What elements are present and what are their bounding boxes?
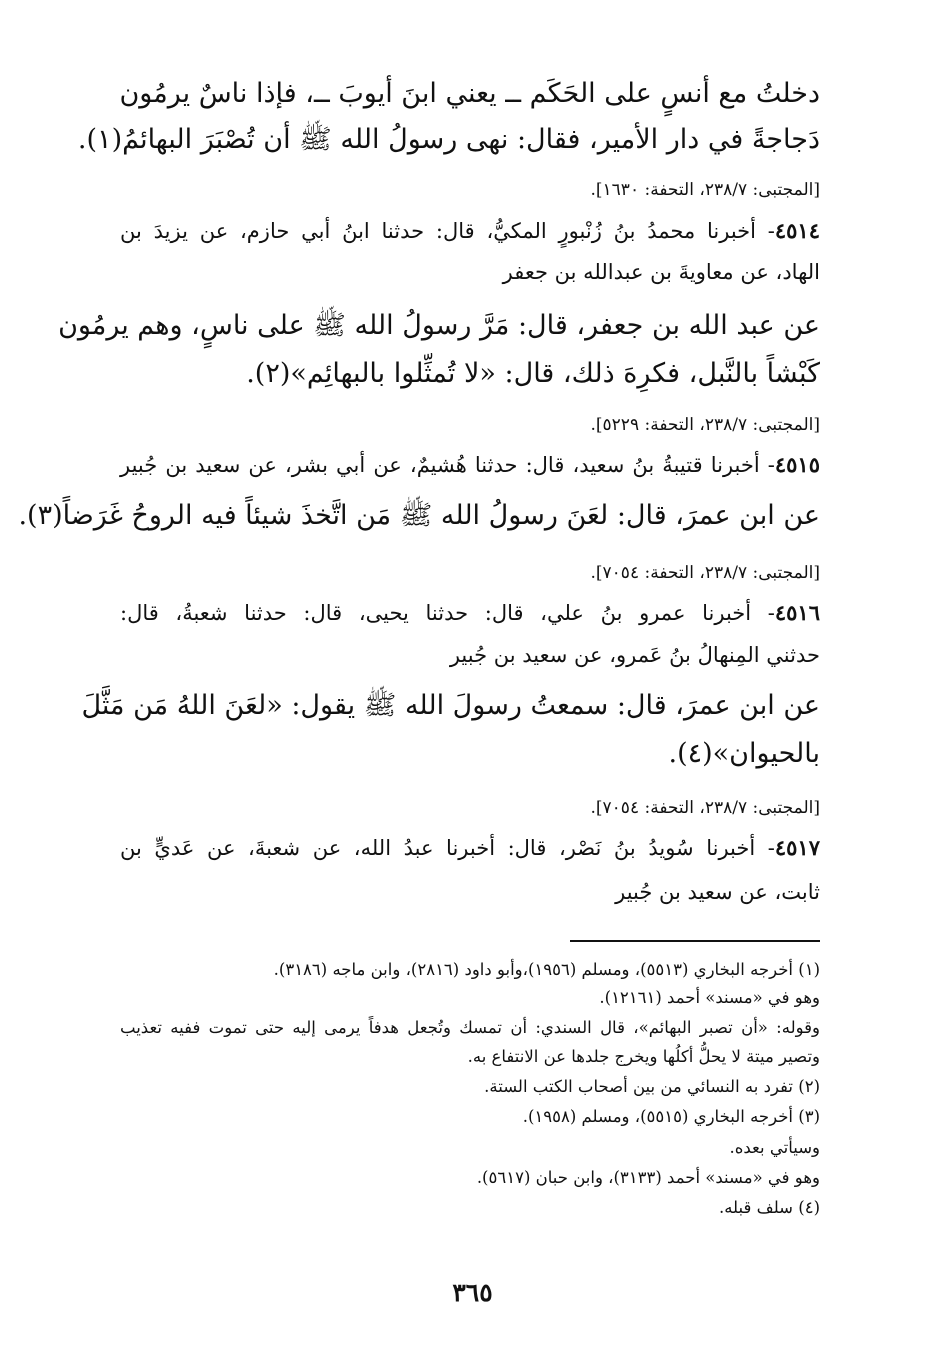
footnote-line: (١) أخرجه البخاري (٥٥١٣)، ومسلم (١٩٥٦)،وأبو داود (٢٨١٦)، وابن ماجه (٣١٨٦).	[273, 960, 820, 979]
hadith-number: ٤٥١٧	[774, 835, 820, 860]
footnote-line: وهو في «مسند» أحمد (٣١٣٣)، وابن حبان (٥٦١٧).	[476, 1168, 820, 1187]
footnote-line: وقوله: «أن تصبر البهائم»، قال السندي: أن تمسك وتُجعل هدفاً يرمى إليه حتى تموت ففيه تعذيب	[120, 1018, 820, 1037]
hadith-4516-matn-line-1: عن ابن عمرَ، قال: سمعتُ رسولَ الله ﷺ يقول: «لعَنَ اللهُ مَن مَثَّلَ	[81, 690, 820, 721]
hadith-4516-isnad-line-1: ٤٥١٦- أخبرنا عمرو بنُ علي، قال: حدثنا يحيى، قال: حدثنا شعبةُ، قال:	[120, 600, 820, 625]
hadith-4513-reference: [المجتبى: ٢٣٨/٧، التحفة: ١٦٣٠].	[590, 180, 820, 200]
hadith-4515-isnad-line-1: ٤٥١٥- أخبرنا قتيبةُ بنُ سعيد، قال: حدثنا هُشيمٌ، عن أبي بشر، عن سعيد بن جُبير	[120, 452, 820, 477]
hadith-4517-isnad-line-2: ثابت، عن سعيد بن جُبير	[615, 880, 820, 904]
footnote-line: وتصير ميتة لا يحلُّ أكلُها ويخرج جلدها عن الانتفاع به.	[467, 1047, 820, 1066]
hadith-4513-line-2: دَجاجةً في دار الأمير، فقال: نهى رسولُ الله ﷺ أن تُصْبَرَ البهائمُ(١).	[77, 124, 820, 155]
hadith-4514-matn-line-1: عن عبد الله بن جعفر، قال: مَرَّ رسولُ الله ﷺ على ناسٍ، وهم يرمُون	[58, 310, 820, 341]
hadith-4517-isnad-line-1: ٤٥١٧- أخبرنا سُويدُ بنُ نَصْر، قال: أخبرنا عبدُ الله، عن شعبةَ، عن عَديٍّ بن	[120, 835, 820, 860]
hadith-number: ٤٥١٦	[774, 600, 820, 625]
footnote-line: (٢) تفرد به النسائي من بين أصحاب الكتب الستة.	[484, 1077, 820, 1096]
hadith-number: ٤٥١٤	[774, 218, 820, 243]
hadith-4514-isnad-line-1: ٤٥١٤- أخبرنا محمدُ بنُ زُنْبورٍ المكيُّ، قال: حدثنا ابنُ أبي حازم، عن يزيدَ بن	[120, 218, 820, 243]
hadith-4516-isnad-line-2: حدثني المِنهالُ بنُ عَمرو، عن سعيد بن جُبير	[449, 643, 820, 667]
footnote-line: (٤) سلف قبله.	[718, 1198, 820, 1217]
hadith-4514-isnad-line-2: الهاد، عن معاويةَ بن عبدالله بن جعفر	[502, 260, 820, 284]
hadith-number: ٤٥١٥	[774, 452, 820, 477]
footnote-line: وسيأتي بعده.	[729, 1138, 820, 1157]
hadith-4516-matn-line-2: بالحيوان»(٤).	[668, 738, 820, 769]
hadith-4514-reference: [المجتبى: ٢٣٨/٧، التحفة: ٥٢٢٩].	[590, 415, 820, 435]
hadith-4513-line-1: دخلتُ مع أنسٍ على الحَكَم ــ يعني ابنَ أيوبَ ــ، فإذا ناسٌ يرمُون	[119, 78, 820, 109]
hadith-4516-reference: [المجتبى: ٢٣٨/٧، التحفة: ٧٠٥٤].	[590, 798, 820, 818]
hadith-4514-matn-line-2: كَبْشاً بالنَّبل، فكرِهَ ذلك، قال: «لا تُمثِّلوا بالبهائِم»(٢).	[246, 358, 820, 389]
footnote-separator	[570, 940, 820, 942]
hadith-4515-matn-line-1: عن ابن عمرَ، قال: لعَنَ رسولُ الله ﷺ مَن اتَّخذَ شيئاً فيه الروحُ غَرَضاً(٣).	[18, 500, 820, 531]
hadith-4515-reference: [المجتبى: ٢٣٨/٧، التحفة: ٧٠٥٤].	[590, 563, 820, 583]
footnote-line: وهو في «مسند» أحمد (١٢١٦١).	[599, 988, 820, 1007]
page-number: ٣٦٥	[452, 1278, 493, 1307]
footnote-line: (٣) أخرجه البخاري (٥٥١٥)، ومسلم (١٩٥٨).	[522, 1107, 820, 1126]
